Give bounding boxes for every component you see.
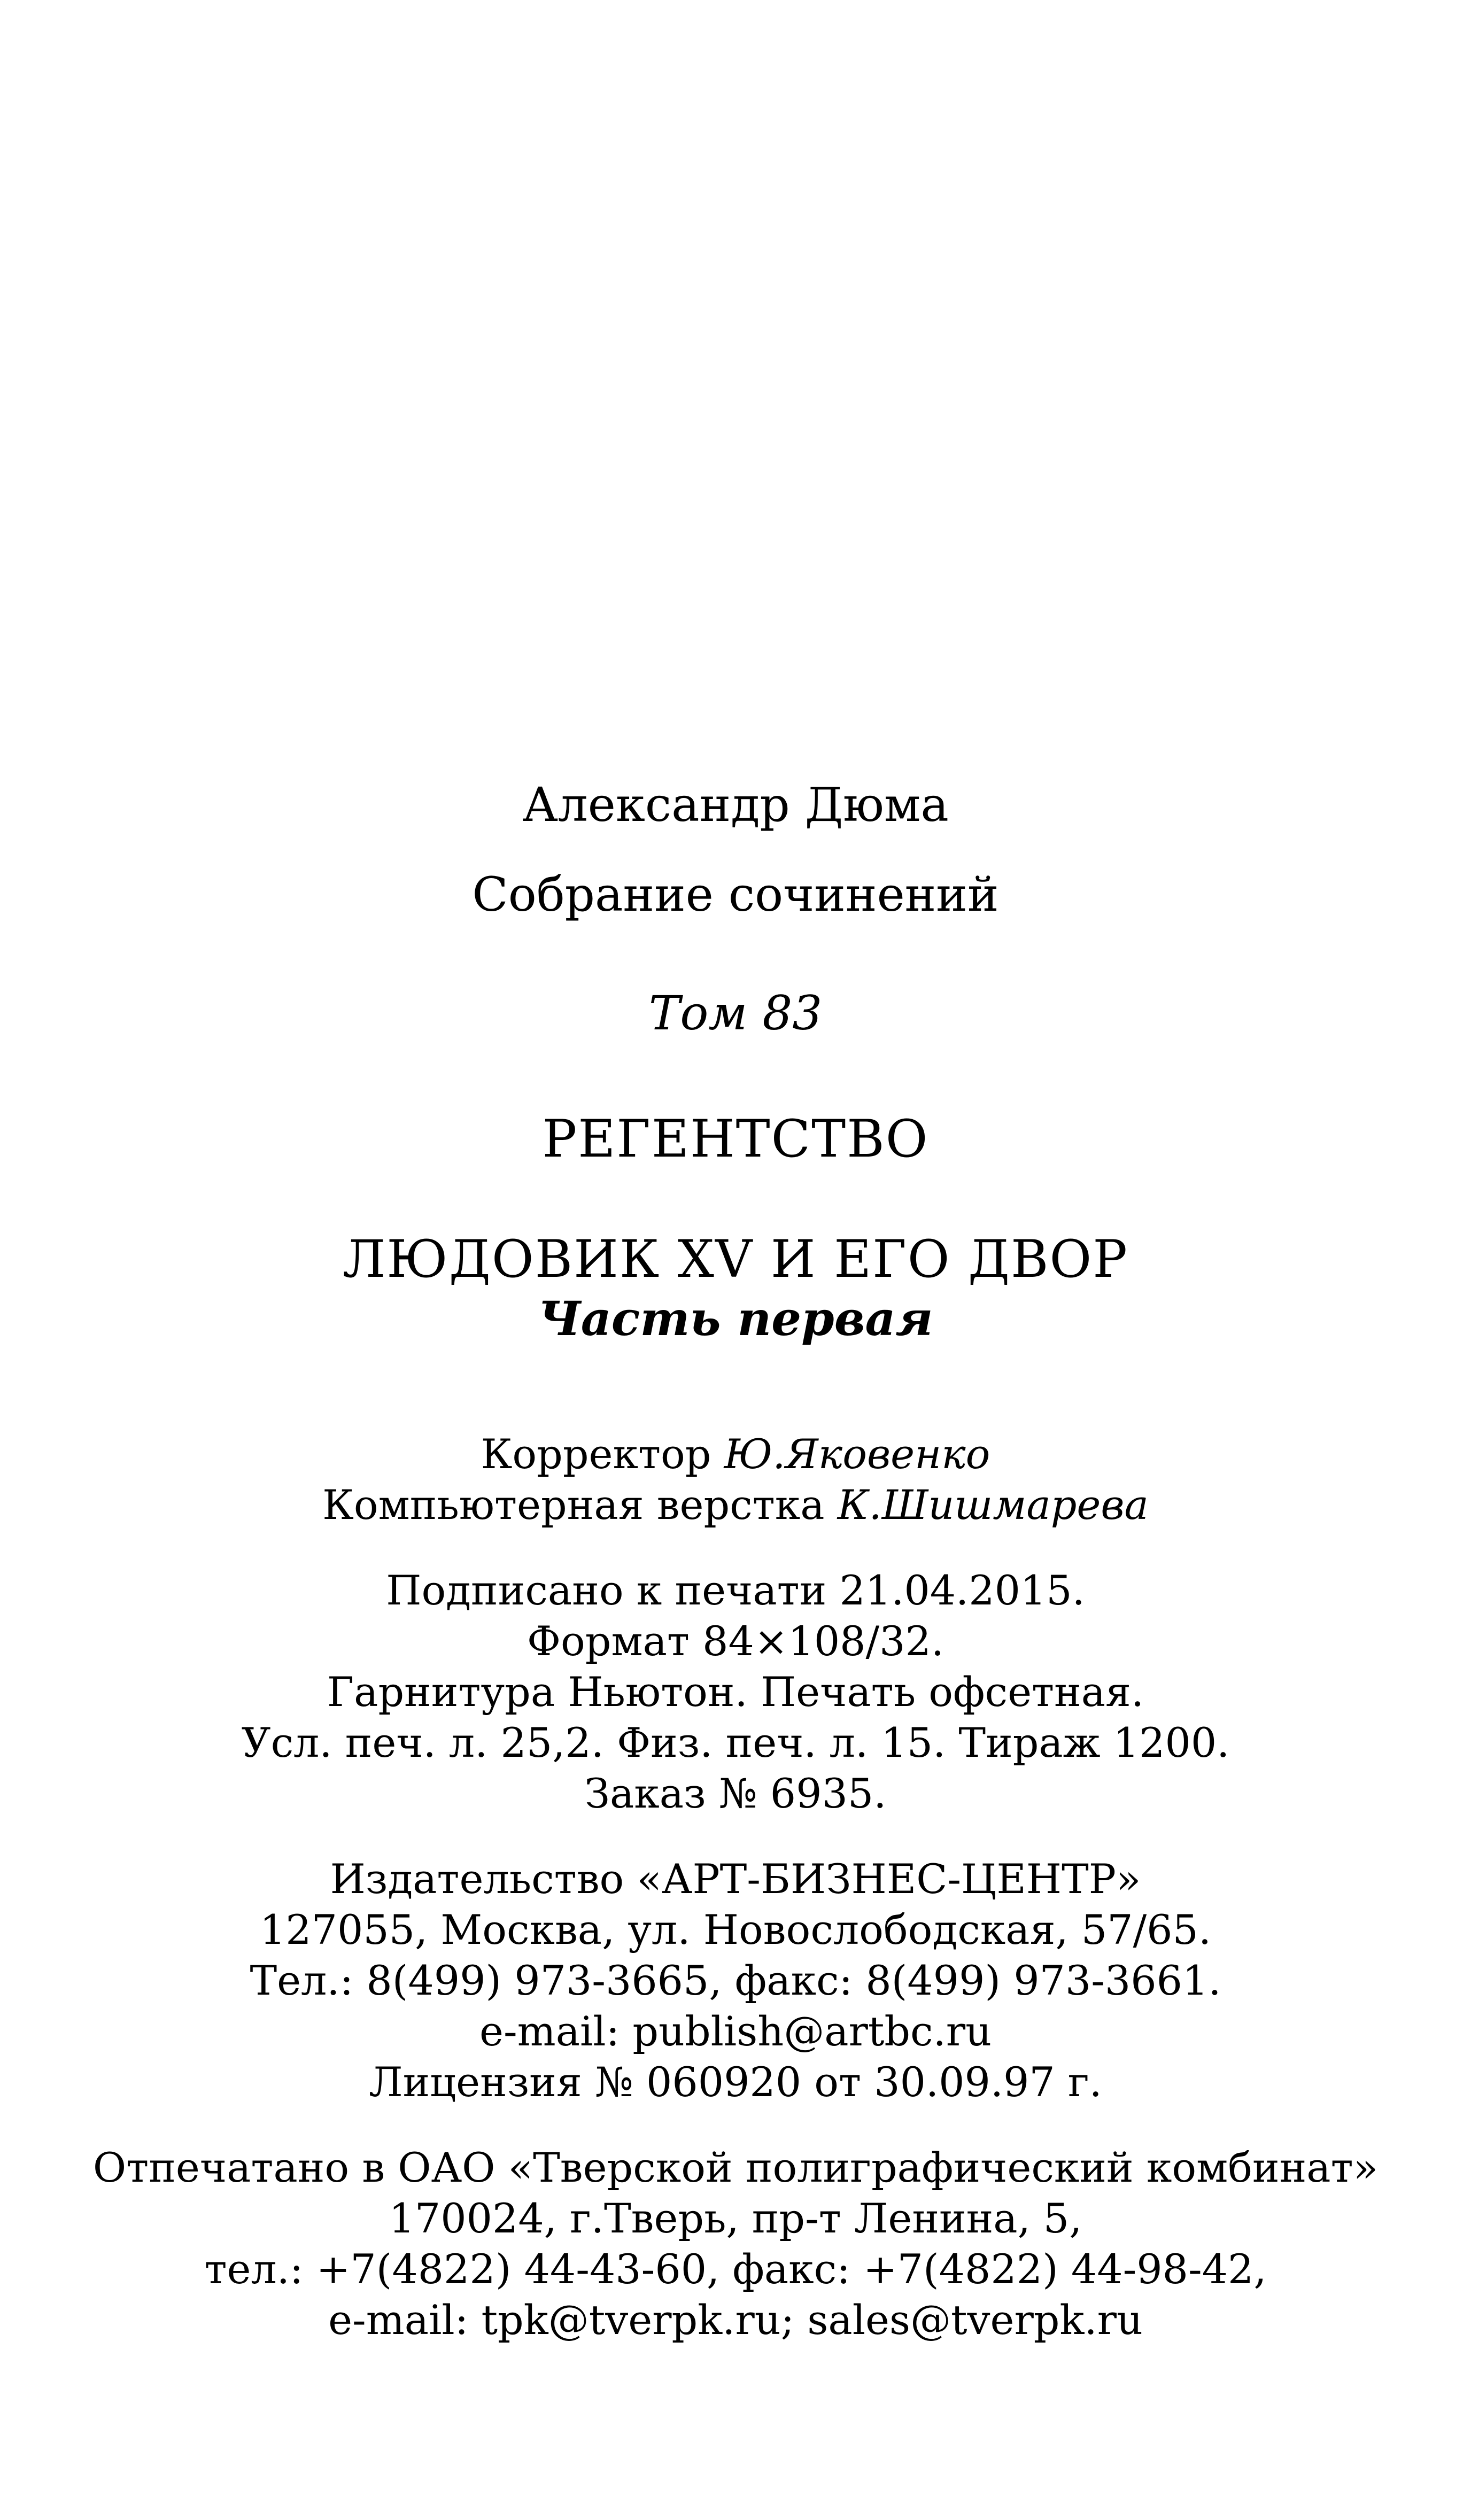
print-info-line: Гарнитура Ньютон. Печать офсетная. (327, 1668, 1144, 1716)
book-title-regency: РЕГЕНТСТВО (542, 1109, 929, 1169)
corrector-name: Ю.Яковенко (724, 1430, 990, 1478)
corrector-label: Корректор (481, 1430, 724, 1478)
print-info-line: Усл. печ. л. 25,2. Физ. печ. л. 15. Тираж 1200. (241, 1719, 1230, 1766)
corrector-credit (0, 1430, 1471, 1478)
printer-line: e-mail: tpk@tverpk.ru; sales@tverpk.ru (328, 2296, 1143, 2344)
series-title: Собрание сочинений (472, 867, 999, 922)
print-info-line: Заказ № 6935. (584, 1770, 887, 1817)
printer-line: 170024, г.Тверь, пр-т Ленина, 5, (389, 2195, 1082, 2242)
printer-line: Отпечатано в ОАО «Тверской полиграфический комбинат» (92, 2144, 1379, 2191)
publisher-line: Лицензия № 060920 от 30.09.97 г. (369, 2058, 1102, 2106)
publisher-line: e-mail: publish@artbc.ru (479, 2007, 992, 2055)
layout-label: Компьютерная верстка (322, 1481, 838, 1529)
author-name: Александр Дюма (522, 777, 949, 832)
printer-line: тел.: +7(4822) 44-43-60, факс: +7(4822) 44-98-42, (204, 2245, 1267, 2293)
book-title-louis-xv: ЛЮДОВИК XV И ЕГО ДВОР (343, 1229, 1128, 1289)
print-info-line: Подписано к печати 21.04.2015. (386, 1567, 1085, 1614)
publisher-line: 127055, Москва, ул. Новослободская, 57/65. (259, 1906, 1212, 1953)
layout-name: К.Шишмарева (837, 1481, 1149, 1529)
part-subtitle: Часть первая (538, 1291, 933, 1346)
volume-number: Том 83 (648, 986, 823, 1041)
layout-credit (0, 1481, 1471, 1529)
print-info-line: Формат 84×108/32. (527, 1617, 944, 1665)
publisher-line: Издательство «АРТ-БИЗНЕС-ЦЕНТР» (330, 1855, 1141, 1903)
publisher-line: Тел.: 8(499) 973-3665, факс: 8(499) 973-3661. (250, 1957, 1221, 2004)
